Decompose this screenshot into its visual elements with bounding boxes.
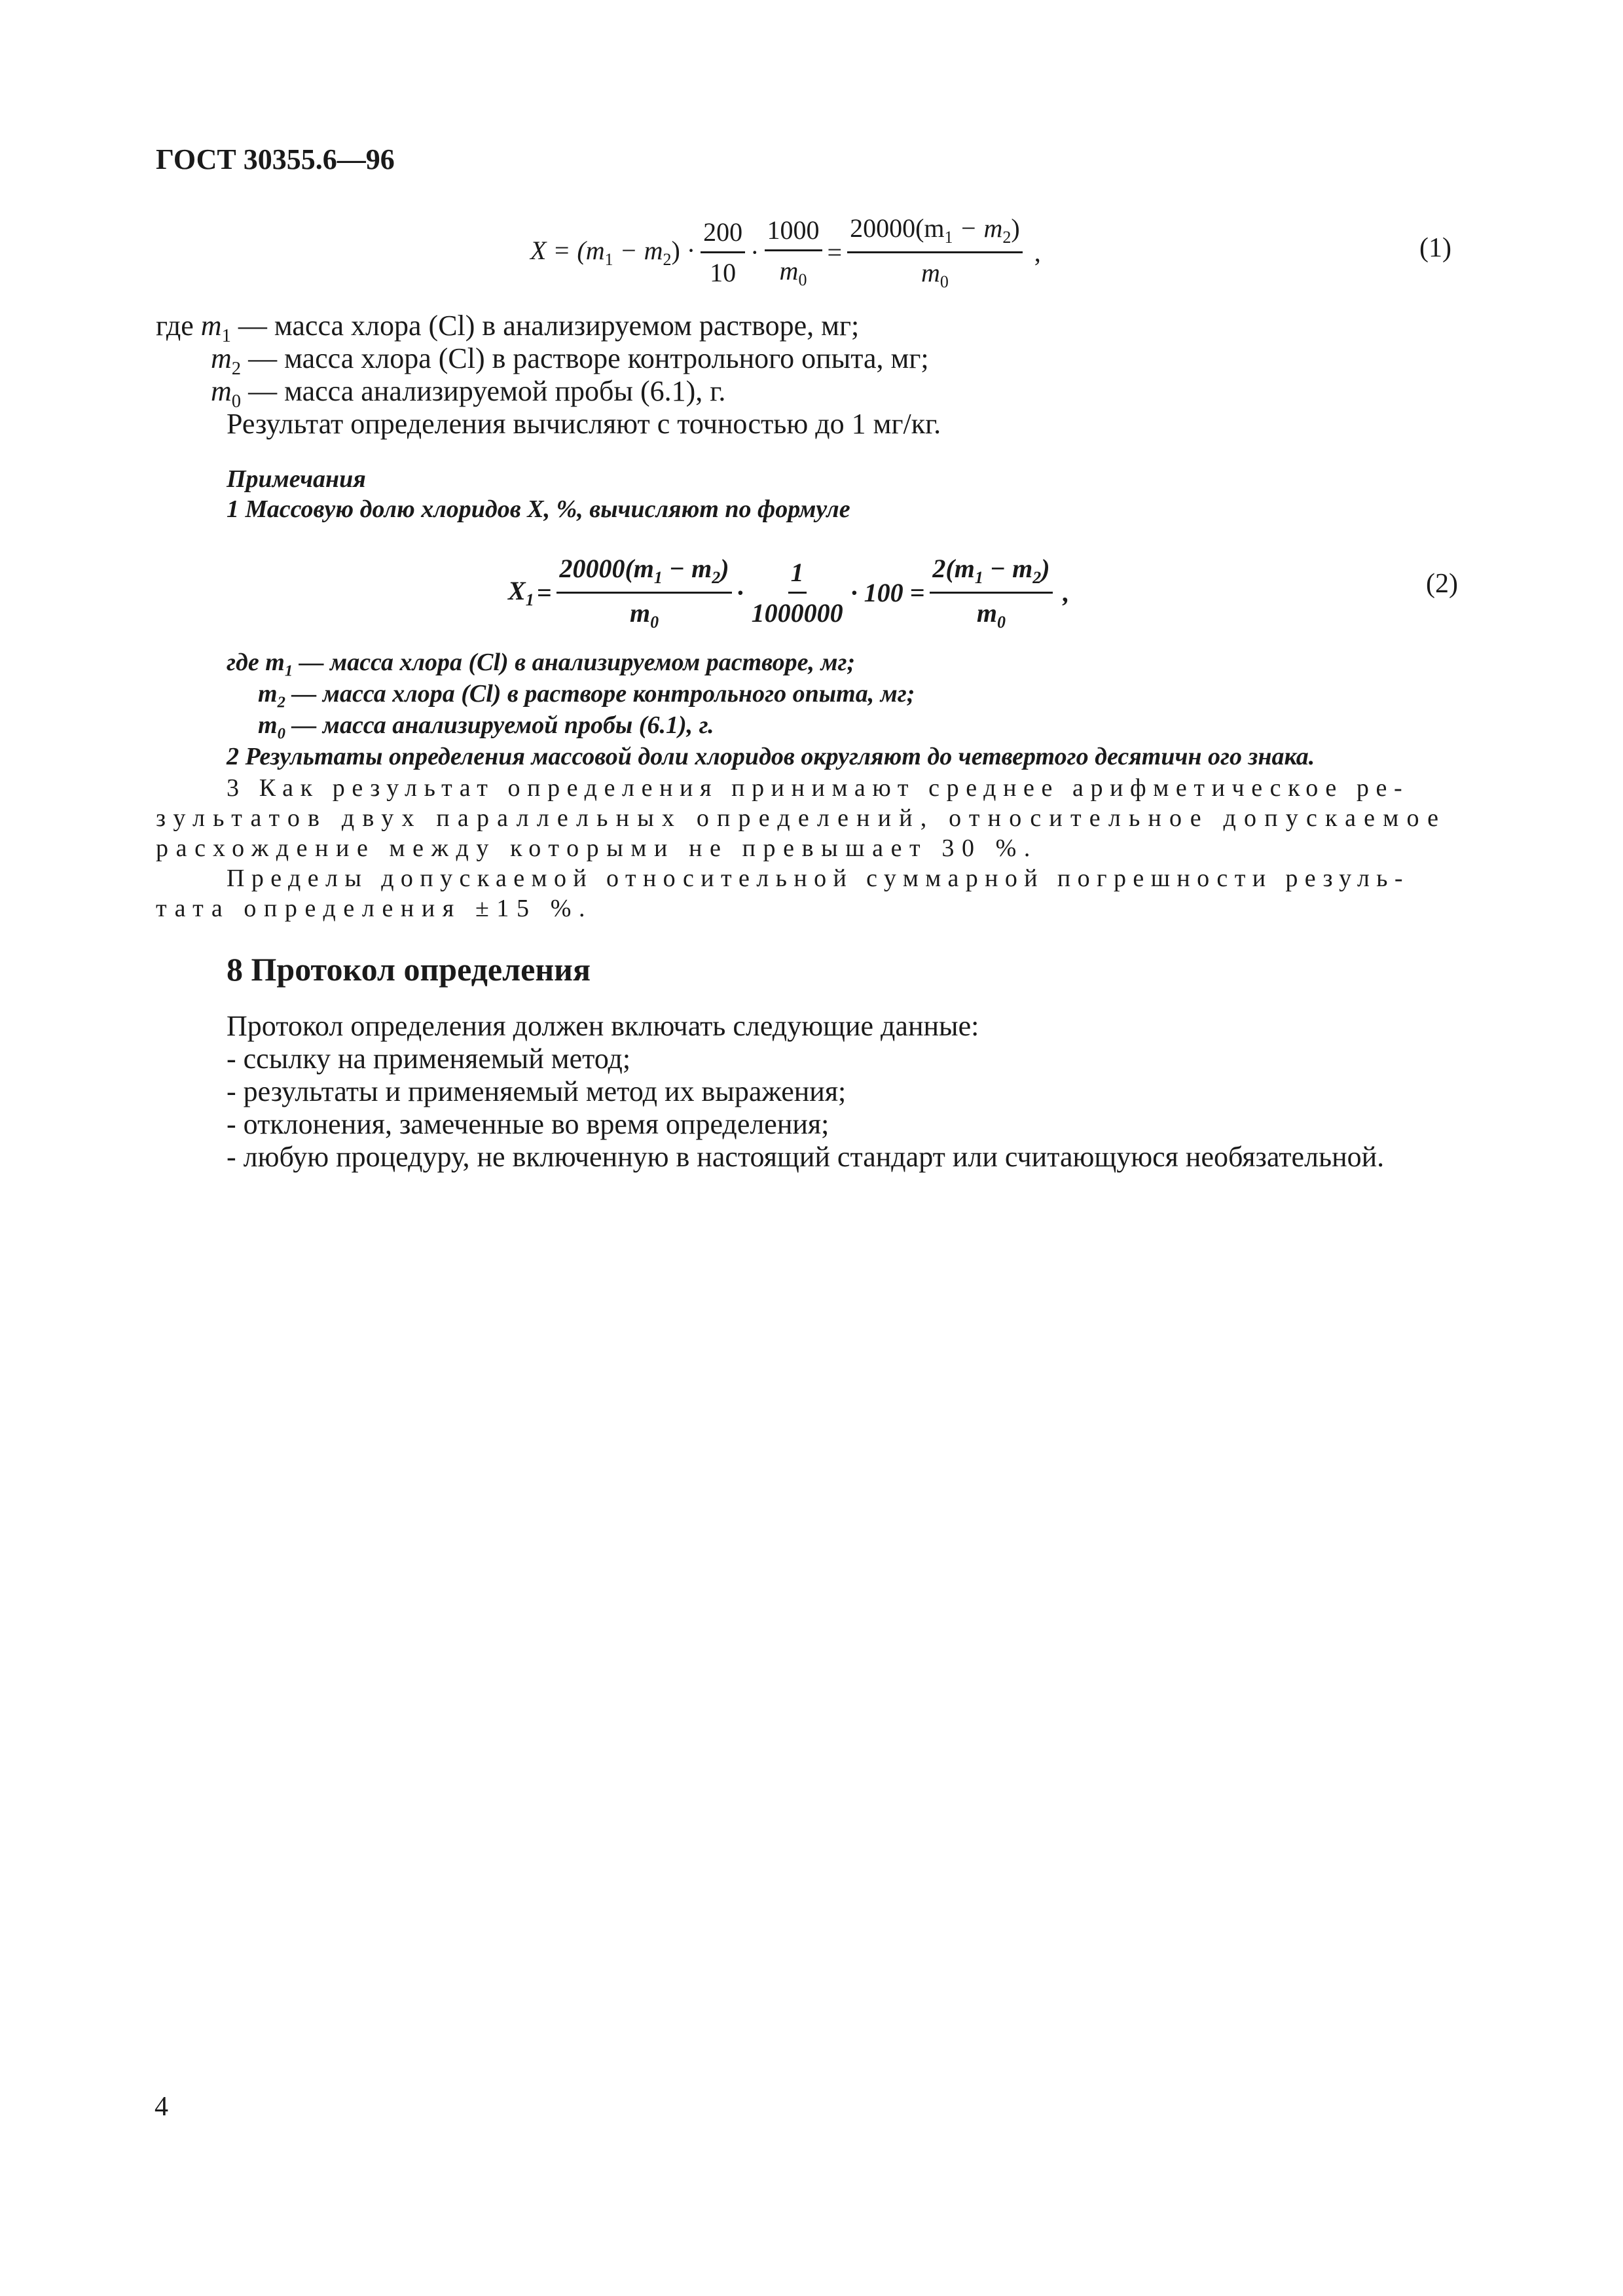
formula-1-equals: = [827,238,843,267]
note-1: 1 Массовую долю хлоридов X, %, вычисляют по формуле [227,495,850,523]
section-8-heading: 8 Протокол определения [227,951,591,988]
formula-1-fraction-c: $\frac{20000(m_1 - m_2)}{m_0}$ [847,213,1023,292]
formula-2-lhs: $X_1$ [508,576,534,609]
formula-1-dot: · [750,238,759,267]
section-8-intro: Протокол определения должен включать следующие данные: [227,1010,979,1042]
formula-1-lhs: $X = (m_1 - m_2)$ · [530,236,696,269]
section-8-item: - любую процедуру, не включенную в настоящий стандарт или считающуюся необязательной. [227,1141,1385,1173]
note-3-line4: Пределы допускаемой относительной суммарной погрешности резуль- [227,865,1410,892]
formula-2-fraction-a: $\frac{20000(m_1 - m_2)}{m_0}$ [556,553,731,632]
formula-2 [508,553,1070,632]
note-3-line1: 3 Как результат определения принимают среднее арифметическое ре- [227,774,1410,802]
where1-line2: $m_2$ — масса хлора (Cl) в растворе контрольного опыта, мг; [211,342,929,379]
page-number: 4 [155,2092,168,2122]
formula-1-comma: , [1034,238,1041,267]
formula-2-number: (2) [1426,569,1458,599]
formula-2-equals: = [536,578,552,607]
formula-2-comma: , [1063,578,1070,607]
where2-line3: $m_0$ — масса анализируемой пробы (6.1), г. [258,711,714,743]
section-8-item: - результаты и применяемый метод их выражения; [227,1075,847,1107]
formula-1-fraction-b: $\frac{1000}{m_0}$ [765,215,822,290]
where2-line1: где $m_1$ — масса хлора (Cl) в анализируемом растворе, мг; [227,649,856,680]
section-8-item: - ссылку на применяемый метод; [227,1043,631,1075]
formula-2-fraction-c: $\frac{2(m_1 - m_2)}{m_0}$ [930,553,1052,632]
formula-1-fraction-a: $\frac{200}{10}$ [701,217,745,288]
result-precision-text: Результат определения вычисляют с точностью до 1 мг/кг. [227,408,941,440]
note-3-line2: зультатов двух параллельных определений, относительное допускаемое [156,804,1447,832]
formula-2-times-100: · 100 = [850,578,925,607]
where1-line1: где $m_1$ — масса хлора (Cl) в анализируемом растворе, мг; [156,310,860,346]
where1-line3: $m_0$ — масса анализируемой пробы (6.1), г. [211,375,726,412]
where2-line2: $m_2$ — масса хлора (Cl) в растворе контрольного опыта, мг; [258,680,915,711]
document-header: ГОСТ 30355.6—96 [156,143,395,175]
section-8-item: - отклонения, замеченные во время определения; [227,1108,830,1140]
formula-2-dot: · [737,578,744,607]
notes-heading: Примечания [227,465,366,493]
note-3-line5: тата определения ±15 %. [156,895,593,922]
formula-1-number: (1) [1419,233,1451,263]
note-3-line3: расхождение между которыми не превышает 30 %. [156,834,1038,862]
formula-1 [530,213,1041,292]
formula-2-fraction-b: $\frac{1}{1000000}$ [751,558,843,628]
note-2: 2 Результаты определения массовой доли хлоридов округляют до четвертого десятичн ого знака. [227,743,1315,770]
